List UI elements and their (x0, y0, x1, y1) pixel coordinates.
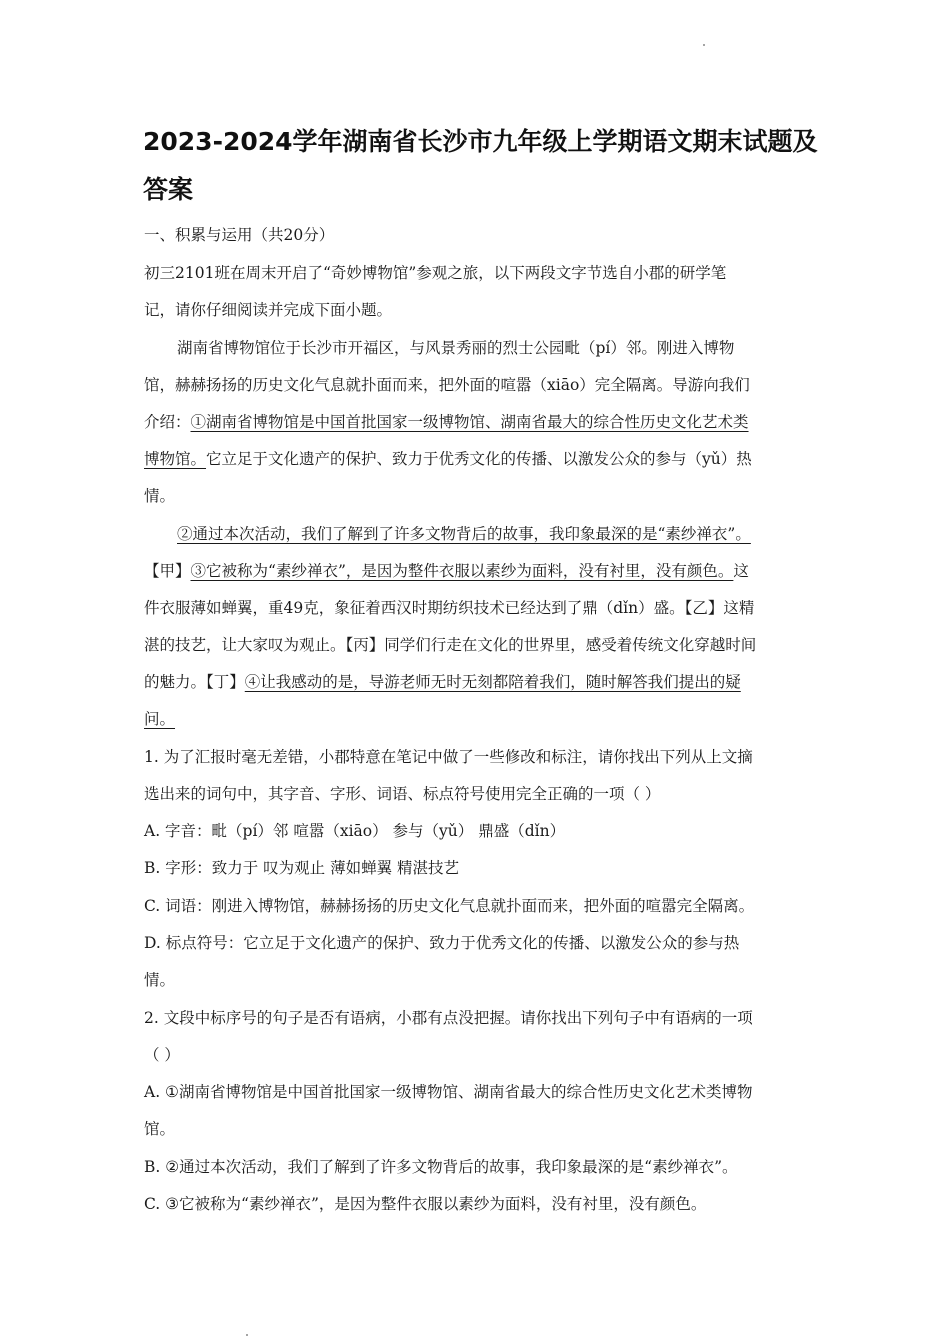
intro-line-1: 初三2101班在周末开启了“奇妙博物馆”参观之旅，以下两段文字节选自小郡的研学笔 (144, 264, 727, 282)
sentence-1-underlined: ①湖南省博物馆是中国首批国家一级博物馆、湖南省最大的综合性历史文化艺术类 (190, 413, 749, 431)
q2-option-b: B. ②通过本次活动，我们了解到了许多文物背后的故事，我印象最深的是“素纱禅衣”。 (144, 1158, 738, 1176)
document-title-line-2: 答案 (143, 175, 194, 204)
sentence-3-underlined: ③它被称为“素纱禅衣”，是因为整件衣服以素纱为面料，没有衬里，没有颜色。 (190, 562, 734, 580)
header-dot (703, 44, 705, 46)
sentence-4-underlined: ④让我感动的是，导游老师无时无刻都陪着我们，随时解答我们提出的疑 (244, 673, 741, 691)
q2-option-a-line-1: A. ①湖南省博物馆是中国首批国家一级博物馆、湖南省最大的综合性历史文化艺术类博物 (144, 1083, 753, 1101)
p1-line-3 (144, 411, 814, 433)
q2-stem-line-1: 2. 文段中标序号的句子是否有语病，小郡有点没把握。请你找出下列句子中有语病的一项 (144, 1009, 753, 1027)
footer-dot (246, 1334, 248, 1336)
intro-line-2: 记，请你仔细阅读并完成下面小题。 (144, 301, 393, 319)
p2-line-2-rest: 这 (733, 562, 749, 580)
p1-line-2: 馆，赫赫扬扬的历史文化气息就扑面而来，把外面的喧嚣（xiāo）完全隔离。导游向我们 (144, 376, 750, 394)
p2-line-4: 湛的技艺，让大家叹为观止。【丙】同学们行走在文化的世界里，感受着传统文化穿越时间 (144, 636, 757, 654)
q1-option-d-line-1: D. 标点符号：它立足于文化遗产的保护、致力于优秀文化的传播、以激发公众的参与热 (144, 934, 740, 952)
p2-line-1 (177, 523, 817, 545)
sentence-2-underlined: ②通过本次活动，我们了解到了许多文物背后的故事，我印象最深的是“素纱禅衣”。 (177, 525, 751, 543)
p2-line-5 (144, 671, 814, 693)
q2-option-a-line-2: 馆。 (144, 1120, 176, 1138)
q1-option-d-line-2: 情。 (144, 971, 176, 989)
p2-line-2 (144, 560, 814, 582)
section-heading: 一、积累与运用（共20分） (144, 226, 335, 244)
q1-stem-line-2: 选出来的词句中，其字音、字形、词语、标点符号使用完全正确的一项（ ） (144, 785, 661, 803)
q2-option-c: C. ③它被称为“素纱禅衣”，是因为整件衣服以素纱为面料，没有衬里，没有颜色。 (144, 1195, 707, 1213)
q1-option-c: C. 词语：刚进入博物馆，赫赫扬扬的历史文化气息就扑面而来，把外面的喧嚣完全隔离。 (144, 897, 755, 915)
p1-line-4-rest: 它立足于文化遗产的保护、致力于优秀文化的传播、以激发公众的参与（yǔ）热 (206, 450, 752, 468)
q1-stem-line-1: 1. 为了汇报时毫无差错，小郡特意在笔记中做了一些修改和标注，请你找出下列从上文摘 (144, 748, 753, 766)
p1-line-1: 湖南省博物馆位于长沙市开福区，与风景秀丽的烈士公园毗（pí）邻。刚进入博物 (177, 339, 735, 357)
p2-line-3: 件衣服薄如蝉翼，重49克，象征着西汉时期纺织技术已经达到了鼎（dǐn）盛。【乙】这精 (144, 599, 755, 617)
p1-line-4 (144, 448, 814, 470)
p1-line-5: 情。 (144, 487, 176, 505)
document-title-line-1: 2023-2024学年湖南省长沙市九年级上学期语文期末试题及 (143, 127, 818, 156)
sentence-1-underlined-end: 博物馆。 (144, 450, 207, 468)
p2-line-5-prefix: 的魅力。【丁】 (144, 673, 245, 691)
q1-option-a: A. 字音：毗（pí）邻 喧嚣（xiāo） 参与（yǔ） 鼎盛（dǐn） (144, 822, 566, 840)
q2-stem-line-2: （ ） (144, 1046, 180, 1064)
marker-jia: 【甲】 (144, 562, 191, 580)
p1-line-3-prefix: 介绍： (144, 413, 191, 431)
sentence-4-underlined-end: 问。 (144, 710, 176, 728)
p2-line-6 (144, 708, 814, 730)
q1-option-b: B. 字形：致力于 叹为观止 薄如蝉翼 精湛技艺 (144, 859, 460, 877)
